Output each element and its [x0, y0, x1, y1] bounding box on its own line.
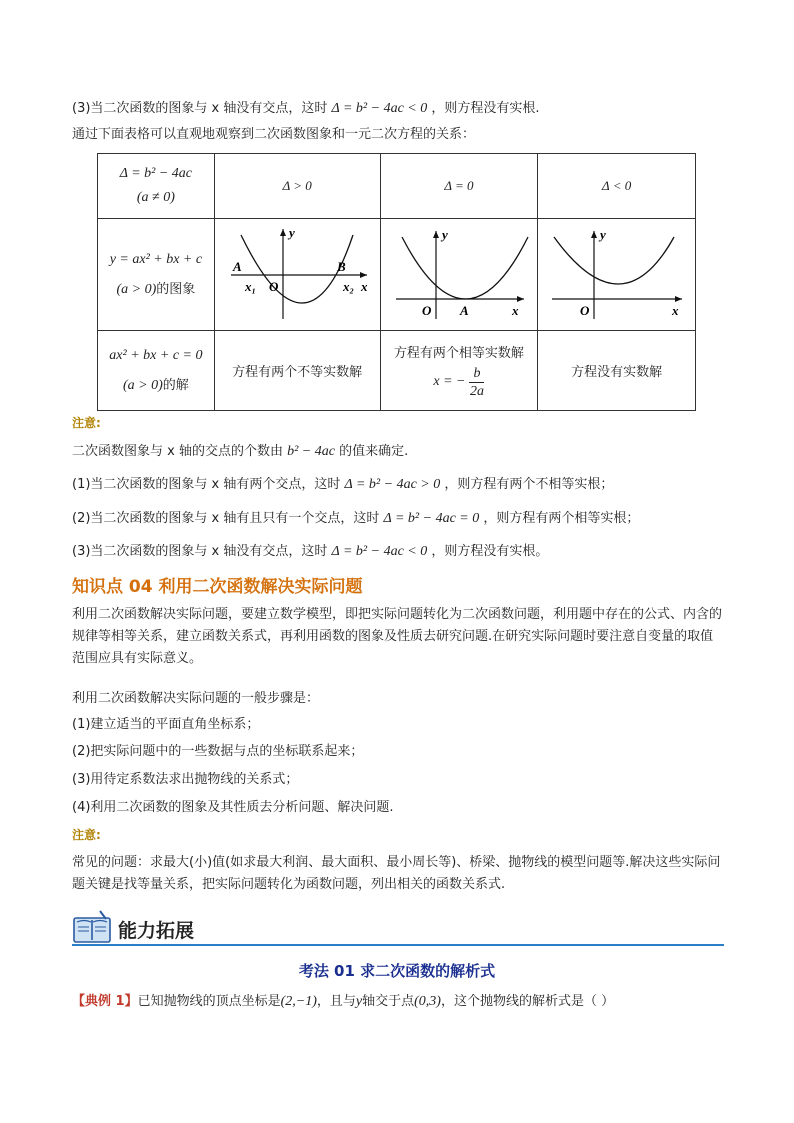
example-tag: 【典例 1】 [72, 994, 138, 1009]
note1-line3-suffix: ，则方程没有实根。 [431, 544, 549, 559]
label-O: O [269, 278, 279, 294]
solution-row-label-cond: (a > 0) [123, 377, 163, 393]
y-axis-arrow [280, 229, 286, 236]
solution-one-root [380, 331, 538, 411]
label-B: B [337, 258, 346, 274]
example-text-mid: ，且与 [316, 994, 356, 1009]
y-axis-arrow [433, 231, 439, 238]
step-4: (4)利用二次函数的图象及其性质去分析问题、解决问题. [72, 800, 394, 815]
label-x: x [361, 278, 368, 294]
x-axis-arrow [517, 296, 524, 302]
label-x1: x₁ [245, 278, 257, 294]
steps-intro: 利用二次函数解决实际问题的一般步骤是： [72, 691, 320, 706]
solution-one-root-text: 方程有两个相等实数解 [393, 345, 524, 361]
table-intro: 通过下面表格可以直观地观察到二次函数图象和一元二次方程的关系： [72, 127, 476, 142]
graph-row-label-cond: (a > 0) [116, 281, 157, 297]
solution-row-label-line2 [98, 374, 214, 394]
label-A: A [459, 302, 469, 318]
solution-row-label [98, 331, 215, 411]
header-col0-line2: (a ≠ 0) [136, 190, 175, 205]
label-O: O [421, 302, 432, 318]
note1-label: 注意: [72, 416, 101, 430]
note1-line0 [72, 443, 408, 461]
note1-line2-formula: Δ = b² − 4ac = 0 [383, 511, 480, 526]
table-header-row [98, 154, 696, 219]
graph-no-root [542, 221, 692, 325]
example-point: (0,3) [414, 994, 441, 1009]
example-text-prefix: 已知抛物线的顶点坐标是 [137, 994, 281, 1009]
graph-one-root-cell [380, 219, 538, 331]
step-3: (3)用待定系数法求出抛物线的关系式； [72, 772, 299, 787]
x-axis-arrow [675, 296, 682, 302]
example-text-mid2: 轴交于点 [362, 994, 415, 1009]
parabola-curve [402, 237, 528, 299]
formula-fraction [469, 365, 484, 400]
banner-title: 能力拓展 [118, 920, 195, 942]
banner-divider [72, 944, 724, 946]
solution-row-label-suffix: 的解 [162, 377, 189, 393]
graph-row-label [98, 219, 215, 331]
note1-line0-formula: b² − 4ac [287, 444, 335, 459]
label-y: y [441, 226, 448, 242]
example-axis: y [355, 994, 363, 1009]
table-graph-row [98, 219, 696, 331]
note1-line2 [72, 510, 639, 528]
step-2: (2)把实际问题中的一些数据与点的坐标联系起来； [72, 744, 364, 759]
note2-text: 常见的问题：求最大(小)值(如求最大利润、最大面积、最小周长等)、桥梁、抛物线的模型问题等.解决这些实际问题关键是找等量关系，把实际问题转化为函数问题，列出相关的函数关系式. [72, 855, 721, 892]
solution-one-root-formula [381, 365, 538, 400]
graph-row-label-line1: y = ax² + bx + c [109, 251, 203, 267]
intro-line3 [72, 100, 540, 118]
note1-line3 [72, 543, 548, 561]
intro-line3-suffix: ，则方程没有实根. [431, 101, 540, 116]
header-delta-zero: Δ = 0 [380, 154, 538, 219]
example-text-suffix: ，这个抛物线的解析式是（ ） [440, 994, 615, 1009]
label-O: O [579, 302, 590, 318]
formula-denominator: 2a [469, 383, 484, 399]
label-y: y [599, 226, 606, 242]
example-1 [72, 993, 614, 1011]
section04-title: 知识点 04 利用二次函数解决实际问题 [72, 577, 363, 597]
graph-no-root-cell [538, 219, 696, 331]
note1-line1 [72, 476, 613, 494]
note1-line1-prefix: (1)当二次函数的图象与 x 轴有两个交点，这时 [72, 477, 341, 492]
note1-line2-prefix: (2)当二次函数的图象与 x 轴有且只有一个交点，这时 [72, 511, 380, 526]
note1-line3-prefix: (3)当二次函数的图象与 x 轴没有交点，这时 [72, 544, 328, 559]
intro-line3-formula: Δ = b² − 4ac < 0 [331, 101, 428, 116]
parabola-curve [554, 237, 674, 284]
header-col0 [98, 154, 215, 219]
book-icon [72, 910, 112, 944]
x-axis-arrow [360, 272, 367, 278]
label-y: y [289, 224, 295, 240]
header-delta-neg: Δ < 0 [538, 154, 696, 219]
formula-numerator: b [469, 365, 484, 383]
formula-lhs: x = − [433, 374, 466, 389]
label-x2: x₂ [343, 278, 355, 294]
solution-two-roots: 方程有两个不等实数解 [214, 331, 380, 411]
graph-two-roots [217, 221, 377, 325]
note1-line1-formula: Δ = b² − 4ac > 0 [344, 477, 441, 492]
intro-line3-prefix: (3)当二次函数的图象与 x 轴没有交点，这时 [72, 101, 328, 116]
solution-row-label-line1: ax² + bx + c = 0 [109, 347, 203, 363]
graph-row-label-line2 [98, 278, 214, 298]
header-col0-line1: Δ = b² − 4ac [119, 166, 193, 181]
note1-line3-formula: Δ = b² − 4ac < 0 [331, 544, 428, 559]
note1-line1-suffix: ，则方程有两个不相等实根； [444, 477, 614, 492]
header-delta-pos: Δ > 0 [214, 154, 380, 219]
y-axis-arrow [591, 231, 597, 238]
kaofa-title: 考法 01 求二次函数的解析式 [298, 962, 496, 980]
label-A: A [233, 258, 242, 274]
note1-line2-suffix: ，则方程有两个相等实根； [483, 511, 640, 526]
section04-para1: 利用二次函数解决实际问题，要建立数学模型，即把实际问题转化为二次函数问题，利用题中存在的公式、内含的规律等相等关系，建立函数关系式，再利用函数的图象及性质去研究问题.在研究实际问题时要注意自变量的取值范围应具有实际意义。 [72, 607, 723, 666]
solution-no-root: 方程没有实数解 [538, 331, 696, 411]
graph-two-roots-cell [214, 219, 380, 331]
step-1: (1)建立适当的平面直角坐标系； [72, 717, 260, 732]
graph-one-root [384, 221, 534, 325]
note1-line0-prefix: 二次函数图象与 x 轴的交点的个数由 [72, 444, 283, 459]
note1-line0-suffix: 的值来确定. [339, 444, 409, 459]
table-solution-row [98, 331, 696, 411]
label-x: x [511, 302, 519, 318]
note2-label: 注意: [72, 828, 101, 842]
label-x: x [671, 302, 679, 318]
discriminant-table [97, 153, 696, 411]
example-vertex: (2,−1) [280, 994, 317, 1009]
graph-row-label-suffix: 的图象 [156, 281, 196, 297]
